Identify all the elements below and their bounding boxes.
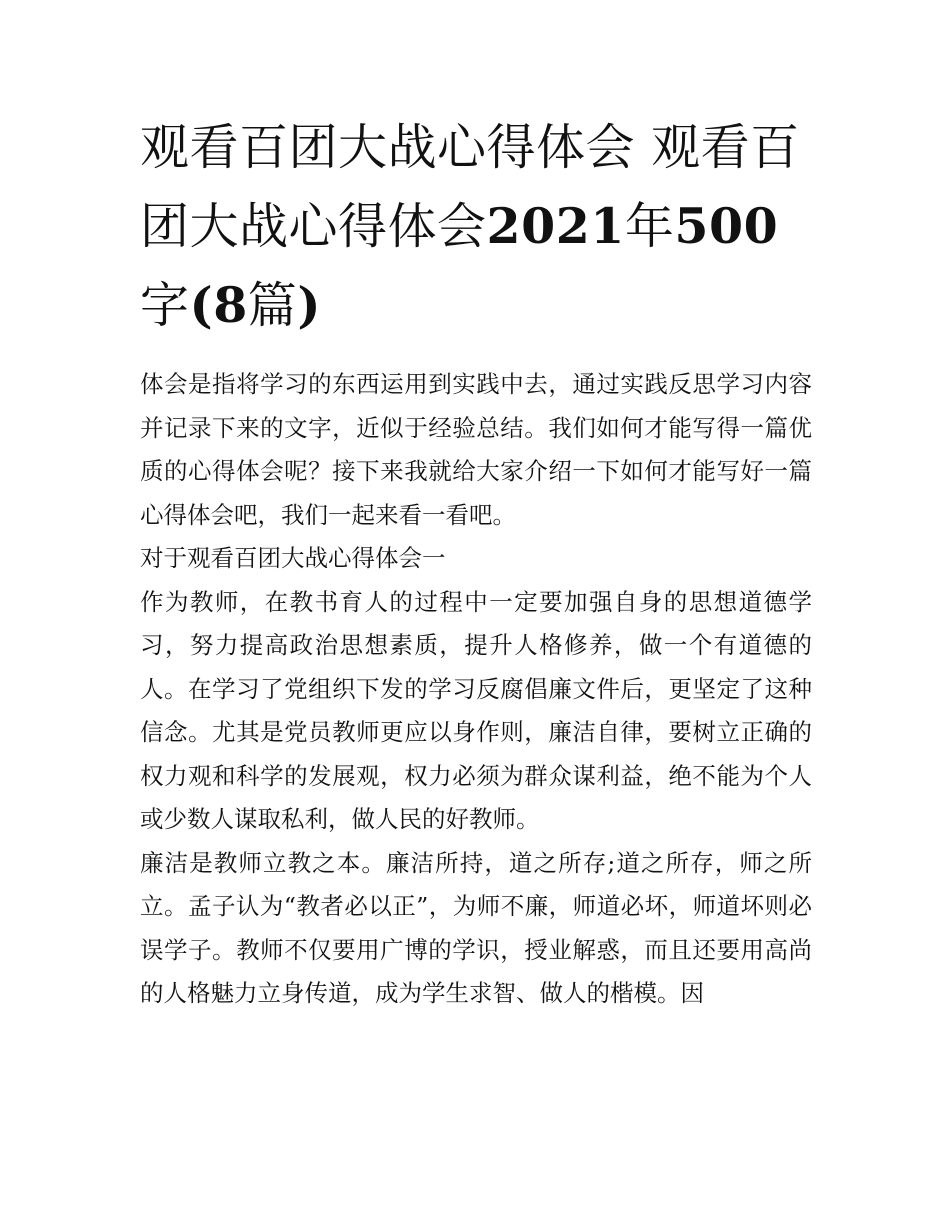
document-page	[140, 108, 812, 1016]
document-body	[140, 363, 812, 1016]
body-paragraph: 作为教师，在教书育人的过程中一定要加强自身的思想道德学习，努力提高政治思想素质，提升人格修养，做一个有道德的人。在学习了党组织下发的学习反腐倡廉文件后，更坚定了这种信念。尤其是党员教师更应以身作则，廉洁自律，要树立正确的权力观和科学的发展观，权力必须为群众谋利益，绝不能为个人或少数人谋取私利，做人民的好教师。	[140, 587, 812, 833]
document-title: 观看百团大战心得体会 观看百团大战心得体会2021年500字(8篇)	[140, 119, 800, 334]
section-heading: 对于观看百团大战心得体会一	[140, 544, 446, 572]
body-paragraph: 廉洁是教师立教之本。廉洁所持，道之所存;道之所存，师之所立。孟子认为“教者必以正”，为师不廉，师道必坏，师道坏则必误学子。教师不仅要用广博的学识，授业解惑，而且还要用高尚的人格魅力立身传道，成为学生求智、做人的楷模。因	[140, 848, 812, 1007]
intro-paragraph: 体会是指将学习的东西运用到实践中去，通过实践反思学习内容并记录下来的文字，近似于经验总结。我们如何才能写得一篇优质的心得体会呢？接下来我就给大家介绍一下如何才能写好一篇心得体会吧，我们一起来看一看吧。	[140, 370, 812, 529]
